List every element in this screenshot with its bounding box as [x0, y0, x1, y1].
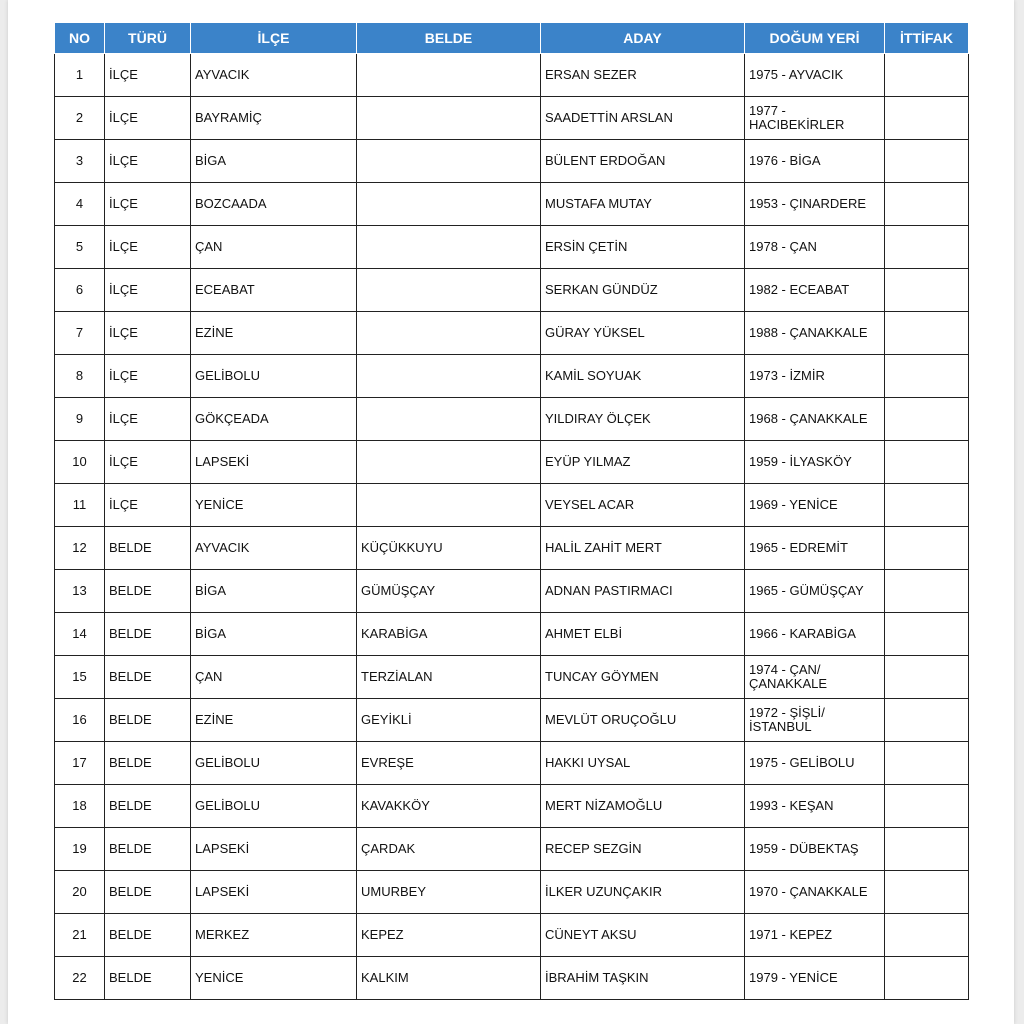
cell-aday: CÜNEYT AKSU	[541, 914, 745, 957]
table-row	[55, 828, 969, 871]
cell-no: 19	[55, 828, 105, 871]
table-row	[55, 527, 969, 570]
cell-ilce: YENİCE	[191, 957, 357, 1000]
cell-ittifak	[885, 312, 969, 355]
cell-aday: SAADETTİN ARSLAN	[541, 97, 745, 140]
cell-aday: AHMET ELBİ	[541, 613, 745, 656]
cell-ilce: GELİBOLU	[191, 742, 357, 785]
cell-ilce: ÇAN	[191, 226, 357, 269]
cell-ilce: MERKEZ	[191, 914, 357, 957]
cell-dogum-yeri: 1959 - İLYASKÖY	[745, 441, 885, 484]
cell-aday: YILDIRAY ÖLÇEK	[541, 398, 745, 441]
cell-ilce: GÖKÇEADA	[191, 398, 357, 441]
cell-aday: MEVLÜT ORUÇOĞLU	[541, 699, 745, 742]
table-row	[55, 570, 969, 613]
cell-ilce: AYVACIK	[191, 527, 357, 570]
cell-no: 8	[55, 355, 105, 398]
table-row	[55, 355, 969, 398]
cell-aday: EYÜP YILMAZ	[541, 441, 745, 484]
table-row	[55, 656, 969, 699]
header-belde: BELDE	[357, 23, 541, 54]
cell-aday: VEYSEL ACAR	[541, 484, 745, 527]
table-row	[55, 957, 969, 1000]
cell-no: 16	[55, 699, 105, 742]
table-row	[55, 97, 969, 140]
cell-turu: İLÇE	[105, 269, 191, 312]
cell-aday: HALİL ZAHİT MERT	[541, 527, 745, 570]
cell-belde: TERZİALAN	[357, 656, 541, 699]
cell-dogum-yeri: 1977 - HACIBEKİRLER	[745, 97, 885, 140]
cell-no: 9	[55, 398, 105, 441]
cell-dogum-yeri: 1965 - GÜMÜŞÇAY	[745, 570, 885, 613]
cell-no: 5	[55, 226, 105, 269]
cell-belde	[357, 140, 541, 183]
cell-no: 3	[55, 140, 105, 183]
table-header-row	[55, 23, 969, 54]
cell-ilce: YENİCE	[191, 484, 357, 527]
cell-no: 2	[55, 97, 105, 140]
cell-aday: ADNAN PASTIRMACI	[541, 570, 745, 613]
cell-turu: İLÇE	[105, 183, 191, 226]
cell-ittifak	[885, 54, 969, 97]
cell-dogum-yeri: 1974 - ÇAN/ÇANAKKALE	[745, 656, 885, 699]
cell-turu: BELDE	[105, 699, 191, 742]
cell-no: 22	[55, 957, 105, 1000]
cell-aday: BÜLENT ERDOĞAN	[541, 140, 745, 183]
cell-dogum-yeri: 1982 - ECEABAT	[745, 269, 885, 312]
cell-ilce: BAYRAMİÇ	[191, 97, 357, 140]
table-row	[55, 183, 969, 226]
candidates-table	[54, 22, 969, 1000]
cell-ittifak	[885, 355, 969, 398]
cell-turu: BELDE	[105, 785, 191, 828]
cell-ittifak	[885, 699, 969, 742]
cell-ittifak	[885, 613, 969, 656]
cell-aday: RECEP SEZGİN	[541, 828, 745, 871]
cell-ittifak	[885, 398, 969, 441]
cell-turu: BELDE	[105, 613, 191, 656]
header-ilce: İLÇE	[191, 23, 357, 54]
table-row	[55, 484, 969, 527]
table-row	[55, 613, 969, 656]
cell-turu: İLÇE	[105, 312, 191, 355]
cell-ilce: EZİNE	[191, 699, 357, 742]
table-row	[55, 226, 969, 269]
cell-ittifak	[885, 656, 969, 699]
cell-belde	[357, 269, 541, 312]
document-page	[8, 0, 1014, 1024]
cell-no: 12	[55, 527, 105, 570]
cell-ittifak	[885, 914, 969, 957]
cell-no: 1	[55, 54, 105, 97]
cell-turu: BELDE	[105, 742, 191, 785]
cell-no: 6	[55, 269, 105, 312]
cell-dogum-yeri: 1953 - ÇINARDERE	[745, 183, 885, 226]
cell-ittifak	[885, 570, 969, 613]
cell-belde	[357, 355, 541, 398]
cell-dogum-yeri: 1971 - KEPEZ	[745, 914, 885, 957]
cell-turu: BELDE	[105, 527, 191, 570]
cell-ittifak	[885, 484, 969, 527]
table-row	[55, 269, 969, 312]
cell-no: 4	[55, 183, 105, 226]
cell-ilce: ECEABAT	[191, 269, 357, 312]
cell-dogum-yeri: 1993 - KEŞAN	[745, 785, 885, 828]
cell-no: 14	[55, 613, 105, 656]
cell-aday: HAKKI UYSAL	[541, 742, 745, 785]
cell-ilce: EZİNE	[191, 312, 357, 355]
cell-turu: İLÇE	[105, 140, 191, 183]
cell-belde: GÜMÜŞÇAY	[357, 570, 541, 613]
cell-dogum-yeri: 1973 - İZMİR	[745, 355, 885, 398]
cell-belde: KEPEZ	[357, 914, 541, 957]
cell-ittifak	[885, 871, 969, 914]
cell-belde: KARABİGA	[357, 613, 541, 656]
cell-no: 21	[55, 914, 105, 957]
cell-ilce: LAPSEKİ	[191, 871, 357, 914]
cell-turu: BELDE	[105, 871, 191, 914]
cell-belde	[357, 183, 541, 226]
cell-belde: KÜÇÜKKUYU	[357, 527, 541, 570]
cell-aday: MUSTAFA MUTAY	[541, 183, 745, 226]
cell-aday: ERSİN ÇETİN	[541, 226, 745, 269]
cell-aday: MERT NİZAMOĞLU	[541, 785, 745, 828]
cell-belde	[357, 484, 541, 527]
cell-turu: BELDE	[105, 570, 191, 613]
cell-ilce: BİGA	[191, 570, 357, 613]
cell-belde	[357, 398, 541, 441]
cell-dogum-yeri: 1970 - ÇANAKKALE	[745, 871, 885, 914]
cell-belde: GEYİKLİ	[357, 699, 541, 742]
table-row	[55, 742, 969, 785]
cell-belde	[357, 97, 541, 140]
cell-ittifak	[885, 269, 969, 312]
cell-ittifak	[885, 828, 969, 871]
cell-ilce: ÇAN	[191, 656, 357, 699]
cell-no: 11	[55, 484, 105, 527]
cell-aday: GÜRAY YÜKSEL	[541, 312, 745, 355]
cell-ittifak	[885, 226, 969, 269]
cell-ilce: LAPSEKİ	[191, 441, 357, 484]
cell-ittifak	[885, 441, 969, 484]
cell-aday: İBRAHİM TAŞKIN	[541, 957, 745, 1000]
cell-ilce: BOZCAADA	[191, 183, 357, 226]
cell-no: 17	[55, 742, 105, 785]
cell-turu: İLÇE	[105, 484, 191, 527]
cell-aday: ERSAN SEZER	[541, 54, 745, 97]
table-row	[55, 699, 969, 742]
cell-ilce: BİGA	[191, 613, 357, 656]
cell-no: 18	[55, 785, 105, 828]
cell-no: 13	[55, 570, 105, 613]
cell-turu: İLÇE	[105, 54, 191, 97]
cell-dogum-yeri: 1959 - DÜBEKTAŞ	[745, 828, 885, 871]
cell-aday: TUNCAY GÖYMEN	[541, 656, 745, 699]
cell-dogum-yeri: 1972 - ŞİŞLİ/İSTANBUL	[745, 699, 885, 742]
cell-ilce: AYVACIK	[191, 54, 357, 97]
cell-turu: İLÇE	[105, 441, 191, 484]
cell-ittifak	[885, 97, 969, 140]
cell-ilce: LAPSEKİ	[191, 828, 357, 871]
cell-turu: İLÇE	[105, 97, 191, 140]
cell-belde	[357, 226, 541, 269]
cell-dogum-yeri: 1969 - YENİCE	[745, 484, 885, 527]
cell-belde	[357, 312, 541, 355]
cell-dogum-yeri: 1988 - ÇANAKKALE	[745, 312, 885, 355]
header-dogum-yeri: DOĞUM YERİ	[745, 23, 885, 54]
cell-dogum-yeri: 1979 - YENİCE	[745, 957, 885, 1000]
cell-ittifak	[885, 957, 969, 1000]
cell-dogum-yeri: 1966 - KARABİGA	[745, 613, 885, 656]
table-row	[55, 785, 969, 828]
table-body	[55, 54, 969, 1000]
cell-aday: İLKER UZUNÇAKIR	[541, 871, 745, 914]
cell-ittifak	[885, 140, 969, 183]
cell-belde: UMURBEY	[357, 871, 541, 914]
cell-turu: İLÇE	[105, 226, 191, 269]
cell-turu: BELDE	[105, 656, 191, 699]
cell-no: 10	[55, 441, 105, 484]
cell-dogum-yeri: 1968 - ÇANAKKALE	[745, 398, 885, 441]
header-no: NO	[55, 23, 105, 54]
cell-dogum-yeri: 1976 - BİGA	[745, 140, 885, 183]
cell-dogum-yeri: 1975 - GELİBOLU	[745, 742, 885, 785]
cell-ittifak	[885, 785, 969, 828]
cell-belde: KALKIM	[357, 957, 541, 1000]
cell-turu: BELDE	[105, 957, 191, 1000]
header-turu: TÜRÜ	[105, 23, 191, 54]
cell-turu: BELDE	[105, 914, 191, 957]
cell-dogum-yeri: 1965 - EDREMİT	[745, 527, 885, 570]
cell-belde	[357, 441, 541, 484]
cell-no: 7	[55, 312, 105, 355]
cell-aday: KAMİL SOYUAK	[541, 355, 745, 398]
table-row	[55, 914, 969, 957]
cell-belde: ÇARDAK	[357, 828, 541, 871]
table-row	[55, 398, 969, 441]
cell-ilce: GELİBOLU	[191, 785, 357, 828]
cell-belde: KAVAKKÖY	[357, 785, 541, 828]
cell-no: 20	[55, 871, 105, 914]
cell-turu: İLÇE	[105, 398, 191, 441]
cell-turu: İLÇE	[105, 355, 191, 398]
table-row	[55, 140, 969, 183]
cell-turu: BELDE	[105, 828, 191, 871]
cell-belde	[357, 54, 541, 97]
table-row	[55, 871, 969, 914]
cell-ittifak	[885, 527, 969, 570]
header-aday: ADAY	[541, 23, 745, 54]
cell-belde: EVREŞE	[357, 742, 541, 785]
table-row	[55, 312, 969, 355]
table-row	[55, 54, 969, 97]
cell-ittifak	[885, 183, 969, 226]
cell-dogum-yeri: 1975 - AYVACIK	[745, 54, 885, 97]
cell-ilce: BİGA	[191, 140, 357, 183]
cell-aday: SERKAN GÜNDÜZ	[541, 269, 745, 312]
table-row	[55, 441, 969, 484]
cell-dogum-yeri: 1978 - ÇAN	[745, 226, 885, 269]
cell-ilce: GELİBOLU	[191, 355, 357, 398]
header-ittifak: İTTİFAK	[885, 23, 969, 54]
cell-ittifak	[885, 742, 969, 785]
cell-no: 15	[55, 656, 105, 699]
